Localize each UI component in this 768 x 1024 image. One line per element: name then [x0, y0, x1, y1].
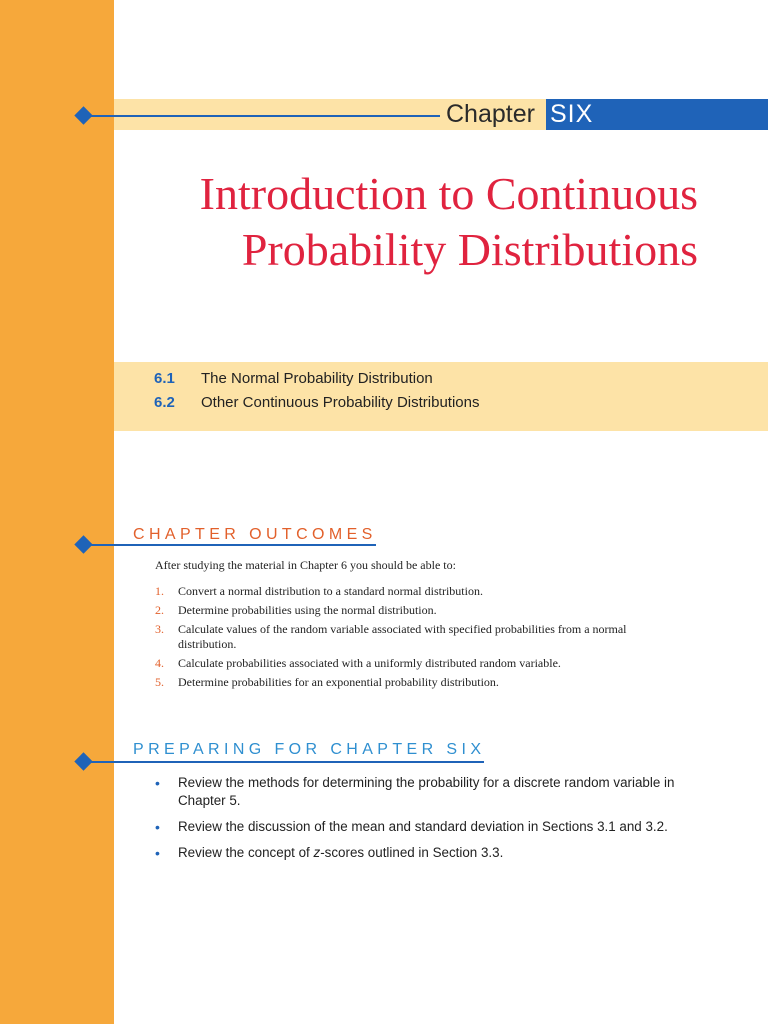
preparing-heading: PREPARING FOR CHAPTER SIX: [133, 741, 486, 758]
outcome-number: 3.: [155, 622, 164, 636]
outcomes-intro: After studying the material in Chapter 6 you should be able to:: [155, 558, 456, 572]
bullet-icon: •: [155, 775, 160, 791]
chapter-title: [98, 166, 698, 278]
outcome-item: [155, 603, 675, 618]
outcome-item: [155, 584, 675, 599]
preparing-item: [155, 844, 695, 862]
preparing-list: [155, 774, 695, 870]
contents-item-label: The Normal Probability Distribution: [201, 370, 433, 387]
contents-item-label: Other Continuous Probability Distributions: [201, 394, 480, 411]
preparing-text: Review the discussion of the mean and standard deviation in Sections 3.1 and 3.2.: [178, 819, 668, 834]
bullet-icon: •: [155, 845, 160, 861]
outcome-number: 2.: [155, 603, 164, 617]
chapter-word: Chapter: [446, 100, 535, 128]
preparing-rule: [84, 761, 484, 763]
contents-item: [154, 369, 433, 389]
contents-item: [154, 393, 479, 413]
preparing-item: [155, 818, 695, 836]
outcomes-list: [155, 584, 675, 694]
chapter-title-line-1: Introduction to Continuous: [199, 168, 698, 219]
outcomes-heading: CHAPTER OUTCOMES: [133, 526, 377, 543]
outcome-text: Determine probabilities using the normal distribution.: [178, 603, 437, 617]
side-strip: [0, 0, 114, 1024]
chapter-rule: [84, 115, 440, 117]
preparing-item: [155, 774, 695, 810]
outcome-text: Convert a normal distribution to a standard normal distribution.: [178, 584, 483, 598]
preparing-text-after: -scores outlined in Section 3.3.: [320, 845, 504, 860]
preparing-text-italic: z: [313, 845, 321, 860]
outcome-item: [155, 656, 675, 671]
preparing-text: Review the methods for determining the probability for a discrete random variable in Chapter 5.: [178, 775, 675, 808]
bullet-icon: •: [155, 819, 160, 835]
outcome-number: 1.: [155, 584, 164, 598]
outcome-text: Calculate probabilities associated with a uniformly distributed random variable.: [178, 656, 561, 670]
outcome-text: Calculate values of the random variable associated with specified probabilities from a normal distribution.: [178, 622, 627, 651]
chapter-title-line-2: Probability Distributions: [241, 224, 698, 275]
outcome-text: Determine probabilities for an exponential probability distribution.: [178, 675, 499, 689]
outcomes-rule: [84, 544, 376, 546]
chapter-number: SIX: [550, 100, 594, 128]
outcome-number: 5.: [155, 675, 164, 689]
preparing-text-before: Review the concept of: [178, 845, 314, 860]
outcome-number: 4.: [155, 656, 164, 670]
preparing-text: [178, 844, 503, 862]
outcome-item: [155, 675, 675, 690]
contents-item-number: 6.1: [154, 370, 175, 387]
outcome-item: [155, 622, 675, 652]
contents-item-number: 6.2: [154, 394, 175, 411]
